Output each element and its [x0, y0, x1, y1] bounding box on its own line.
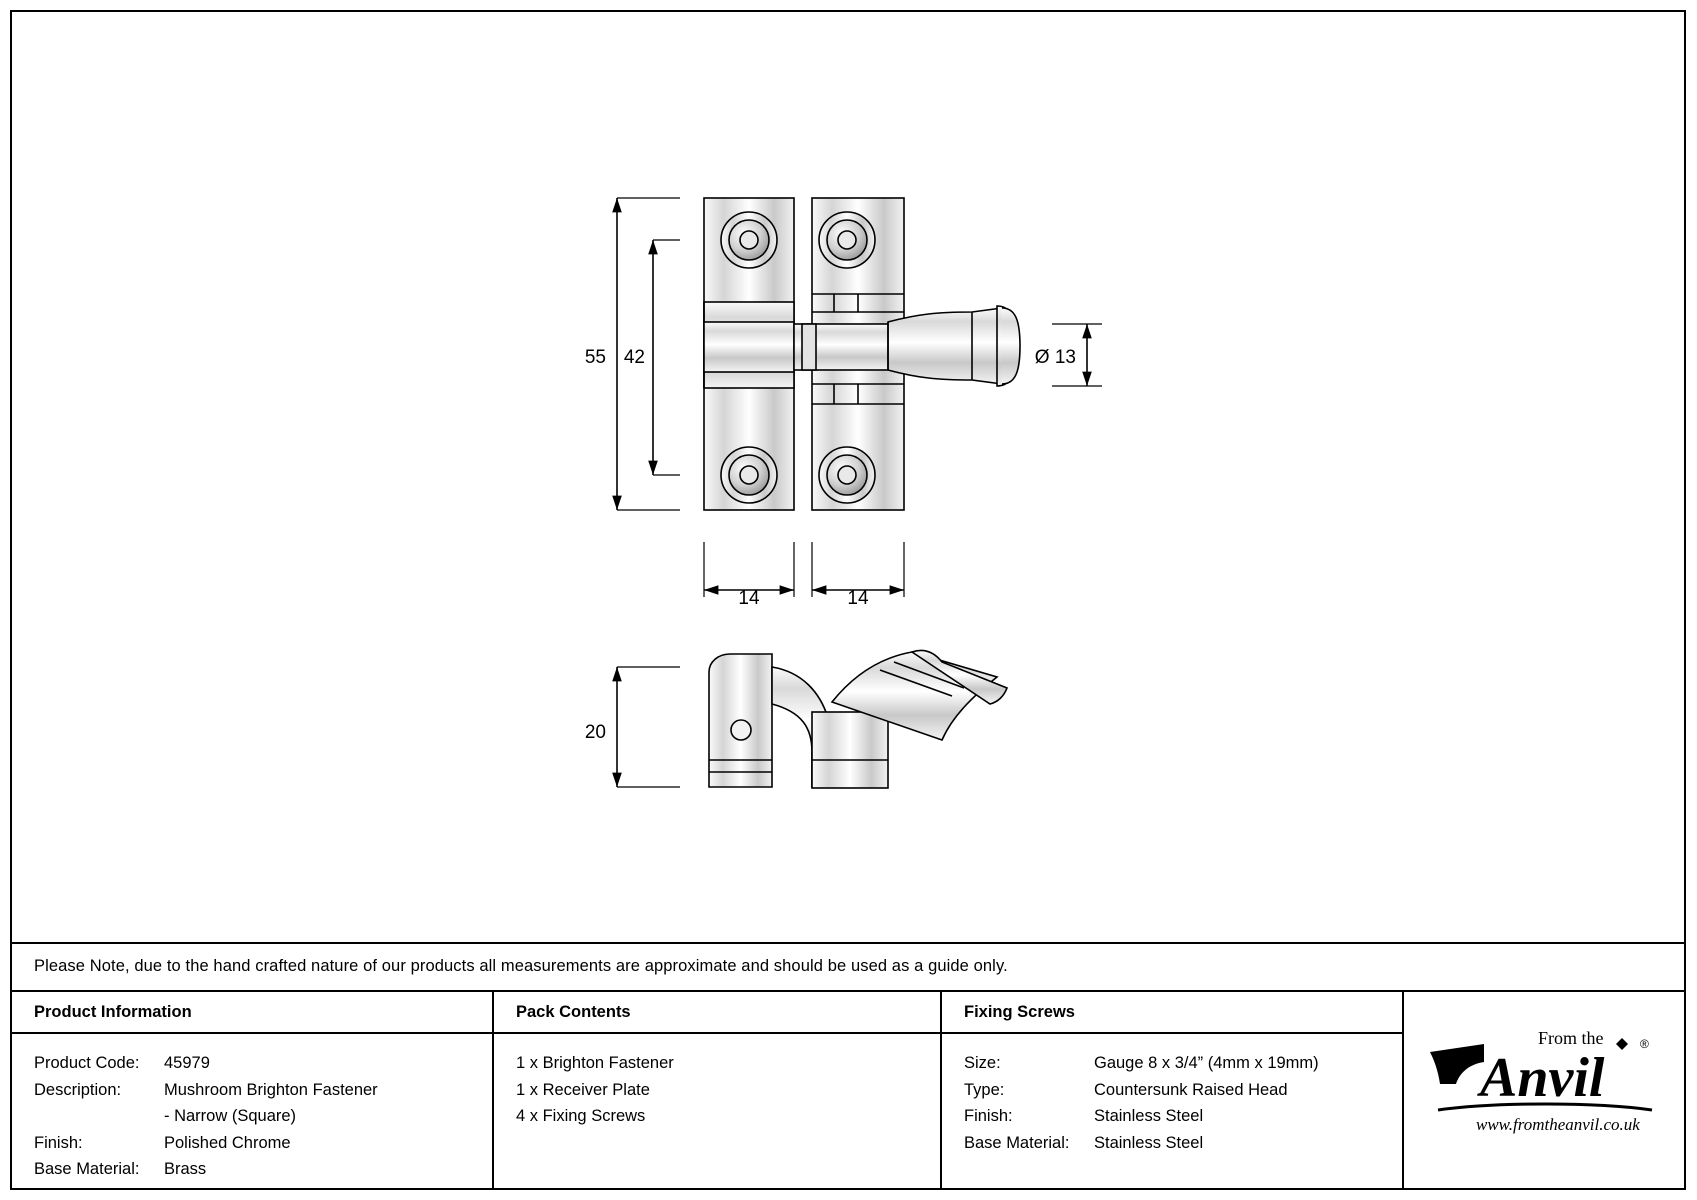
screw-size-row — [942, 1050, 1402, 1077]
screw-size-value: Gauge 8 x 3/4” (4mm x 19mm) — [1094, 1054, 1319, 1072]
dim-label-14-right: 14 — [847, 588, 869, 609]
dim-label-42: 42 — [623, 347, 645, 368]
pack-contents-item: 1 x Receiver Plate — [516, 1080, 650, 1099]
finish-value: Polished Chrome — [164, 1133, 291, 1152]
product-information-header — [12, 992, 492, 1034]
pack-contents-header — [494, 992, 940, 1034]
fixing-screws-header-label: Fixing Screws — [964, 1003, 1075, 1021]
dim-label-20: 20 — [584, 722, 606, 743]
screw-finish-key: Finish: — [964, 1107, 1013, 1125]
product-information-body — [12, 1034, 492, 1183]
fixing-screws-body — [942, 1034, 1402, 1156]
screw-base-material-row — [942, 1130, 1402, 1157]
pack-contents-body — [494, 1034, 940, 1130]
description-row — [12, 1077, 492, 1104]
screw-base-material-key: Base Material: — [964, 1133, 1070, 1152]
product-information-header-label: Product Information — [34, 1003, 192, 1021]
base-material-value: Brass — [164, 1160, 207, 1178]
screw-size-key: Size: — [964, 1054, 1001, 1072]
info-table — [12, 990, 1684, 1188]
pack-contents-item: 1 x Brighton Fastener — [516, 1054, 674, 1072]
dim-label-14-left: 14 — [738, 588, 760, 609]
fixing-screws-column — [942, 992, 1404, 1190]
fixing-screws-header — [942, 992, 1402, 1034]
finish-row — [12, 1130, 492, 1157]
screw-finish-value: Stainless Steel — [1094, 1107, 1204, 1125]
base-material-key: Base Material: — [34, 1160, 140, 1178]
measurement-note — [12, 942, 1684, 990]
technical-drawing — [12, 12, 1684, 942]
dim-label-diameter: Ø 13 — [1034, 347, 1076, 368]
pack-contents-column — [494, 992, 942, 1190]
measurement-note-text: Please Note, due to the hand crafted nature of our products all measurements are approximate and should be used as a guide only. — [34, 957, 1008, 975]
drawing-sheet — [10, 10, 1686, 1190]
anvil-icon — [1430, 1044, 1484, 1084]
pack-contents-header-label: Pack Contents — [516, 1003, 631, 1021]
pack-contents-item: 4 x Fixing Screws — [516, 1107, 646, 1125]
screw-type-row — [942, 1077, 1402, 1104]
brand-name: Anvil — [1480, 1047, 1605, 1109]
product-code-key: Product Code: — [34, 1054, 140, 1072]
dim-label-55: 55 — [584, 347, 606, 368]
brand-logo — [1404, 992, 1684, 1190]
description-value-continued: - Narrow (Square) — [164, 1107, 297, 1125]
description-key: Description: — [34, 1080, 122, 1099]
diamond-icon — [1616, 1038, 1628, 1050]
screw-type-key: Type: — [964, 1080, 1005, 1099]
base-material-row — [12, 1156, 492, 1183]
product-code-value: 45979 — [164, 1054, 210, 1072]
finish-key: Finish: — [34, 1133, 83, 1152]
screw-finish-row — [942, 1103, 1402, 1130]
product-code-row — [12, 1050, 492, 1077]
description-row-continued — [12, 1103, 492, 1130]
brand-from-the: From the — [1538, 1028, 1604, 1048]
screw-base-material-value: Stainless Steel — [1094, 1133, 1204, 1152]
brand-website: www.fromtheanvil.co.uk — [1476, 1115, 1640, 1134]
brand-registered: ® — [1640, 1037, 1649, 1051]
product-information-column — [12, 992, 494, 1190]
brand-logo-column — [1404, 992, 1684, 1190]
screw-type-value: Countersunk Raised Head — [1094, 1080, 1288, 1099]
description-value: Mushroom Brighton Fastener — [164, 1080, 378, 1099]
